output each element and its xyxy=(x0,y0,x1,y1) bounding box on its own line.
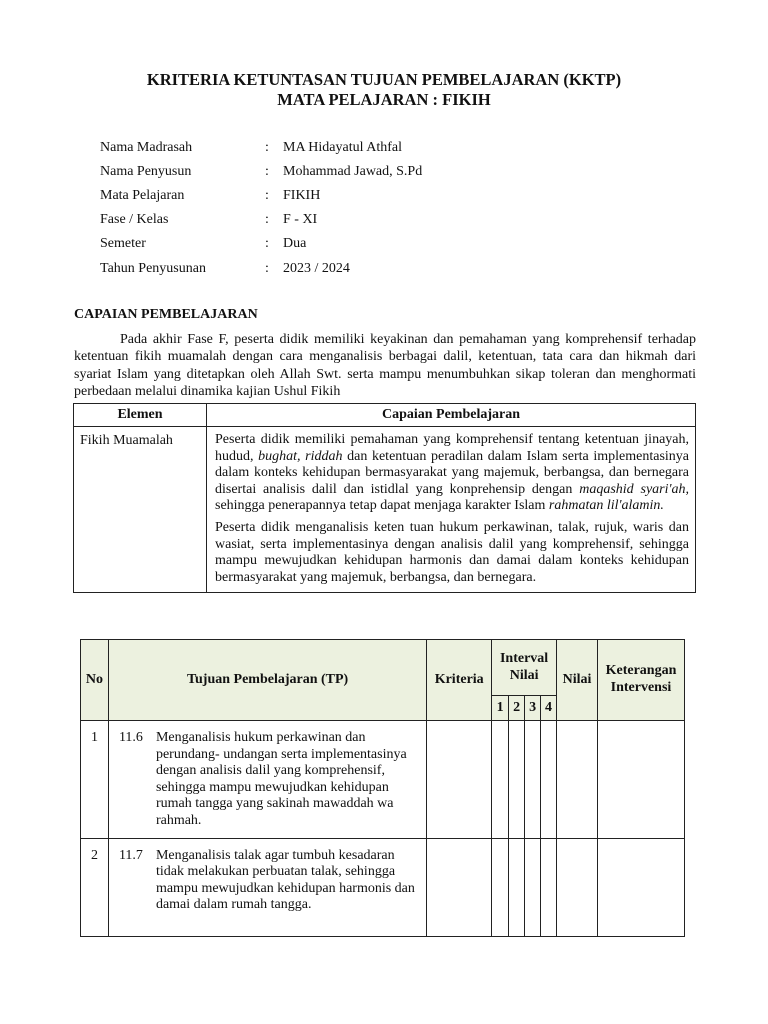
tp-cell xyxy=(108,838,426,936)
capaian-paragraph xyxy=(74,331,696,400)
interval-cell xyxy=(492,721,509,839)
col-header-keterangan: Keterangan Intervensi xyxy=(597,640,684,721)
capaian-paragraph-text: Pada akhir Fase F, peserta didik memiliki keyakinan dan pemahaman yang komprehensif terhadap ketentuan fikih muamalah dengan cara menganalisis berbagai dalil, ketentuan, tata cara dan hikmah dari syariat Islam yang ditetapkan oleh Allah Swt. serta mampu menumbuhkan sikap toleran dan menghormati perbedaan melalui dinamika kajian Ushul Fikih xyxy=(74,332,696,399)
interval-col-4: 4 xyxy=(541,696,557,721)
row-number: 2 xyxy=(81,838,109,936)
interval-cell xyxy=(541,838,557,936)
info-label: Tahun Penyusunan xyxy=(100,261,206,276)
document-subtitle: MATA PELAJARAN : FIKIH xyxy=(277,90,491,109)
interval-col-3: 3 xyxy=(525,696,541,721)
keterangan-cell xyxy=(597,721,684,839)
interval-cell xyxy=(509,721,525,839)
tp-text: Menganalisis hukum perkawinan dan perundang- undangan serta implementasinya dengan analisis dalil yang komprehensif, sehingga mampu mewujudkan kehidupan rumah tangga yang sakinah mawaddah wa rahmah. xyxy=(155,730,407,828)
table-row xyxy=(74,427,696,593)
nilai-cell xyxy=(557,721,598,839)
capaian-table xyxy=(73,403,696,593)
tp-code: 11.7 xyxy=(118,847,143,863)
nilai-cell xyxy=(557,838,598,936)
info-colon: : xyxy=(265,261,269,276)
col-header-capaian: Capaian Pembelajaran xyxy=(207,404,696,427)
capaian-point-2: Peserta didik menganalisis keten tuan hukum perkawinan, talak, rujuk, waris dan wasiat, serta implementasinya dengan analisis dalil yang komprehensif, sehingga mampu mewujudkan kehidupan harmonis dan damai dalam konteks kehidupan bermasyarakat yang majemuk, berbangsa, dan bernegara. xyxy=(215,519,689,585)
info-label: Nama Madrasah xyxy=(100,140,193,155)
info-colon: : xyxy=(265,140,269,155)
kriteria-cell xyxy=(427,721,492,839)
col-header-interval: Interval Nilai xyxy=(492,640,557,696)
info-label: Fase / Kelas xyxy=(100,212,169,227)
row-number: 1 xyxy=(81,721,109,839)
kriteria-cell xyxy=(427,838,492,936)
document-title: KRITERIA KETUNTASAN TUJUAN PEMBELAJARAN (KKTP) xyxy=(146,70,622,89)
tp-cell xyxy=(108,721,426,839)
interval-col-1: 1 xyxy=(492,696,509,721)
info-colon: : xyxy=(265,164,269,179)
table-row xyxy=(81,838,685,936)
info-colon: : xyxy=(265,236,269,251)
tp-code: 11.6 xyxy=(118,730,143,745)
interval-cell xyxy=(509,838,525,936)
elemen-cell: Fikih Muamalah xyxy=(74,427,207,593)
interval-cell xyxy=(525,838,541,936)
info-value: MA Hidayatul Athfal xyxy=(283,140,402,155)
col-header-no: No xyxy=(81,640,109,721)
info-label: Semeter xyxy=(100,236,146,251)
interval-cell xyxy=(525,721,541,839)
info-colon: : xyxy=(265,212,269,227)
info-value: FIKIH xyxy=(283,188,321,203)
info-label: Nama Penyusun xyxy=(100,164,192,179)
tp-text: Menganalisis talak agar tumbuh kesadaran tidak melakukan perbuatan talak, sehingga mampu mewujudkan kehidupan harmonis dan damai dalam rumah tangga. xyxy=(155,847,415,913)
info-label: Mata Pelajaran xyxy=(100,188,185,203)
col-header-kriteria: Kriteria xyxy=(427,640,492,721)
table-row xyxy=(81,721,685,839)
capaian-cell xyxy=(207,427,696,593)
tp-table xyxy=(80,639,685,937)
col-header-tp: Tujuan Pembelajaran (TP) xyxy=(108,640,426,721)
col-header-nilai: Nilai xyxy=(557,640,598,721)
info-value: Dua xyxy=(283,236,307,251)
info-colon: : xyxy=(265,188,269,203)
col-header-elemen: Elemen xyxy=(74,404,207,427)
info-value: 2023 / 2024 xyxy=(283,261,350,276)
section-title-capaian: CAPAIAN PEMBELAJARAN xyxy=(74,307,258,322)
interval-col-2: 2 xyxy=(509,696,525,721)
capaian-point-1: Peserta didik memiliki pemahaman yang komprehensif tentang ketentuan jinayah, hudud, bughat, riddah dan ketentuan peradilan dalam Islam serta implementasinya dalam konteks kehidupan bermasyarakat yang majemuk, berbangsa, dan bernegara disertai analisis dalil dan istidlal yang konprehensip dengan maqashid syari'ah, sehingga penerapannya tetap dapat menjaga karakter Islam rahmatan lil'alamin. xyxy=(215,432,689,514)
info-value: F - XI xyxy=(283,212,318,227)
interval-cell xyxy=(541,721,557,839)
info-value: Mohammad Jawad, S.Pd xyxy=(283,164,423,179)
interval-cell xyxy=(492,838,509,936)
keterangan-cell xyxy=(597,838,684,936)
